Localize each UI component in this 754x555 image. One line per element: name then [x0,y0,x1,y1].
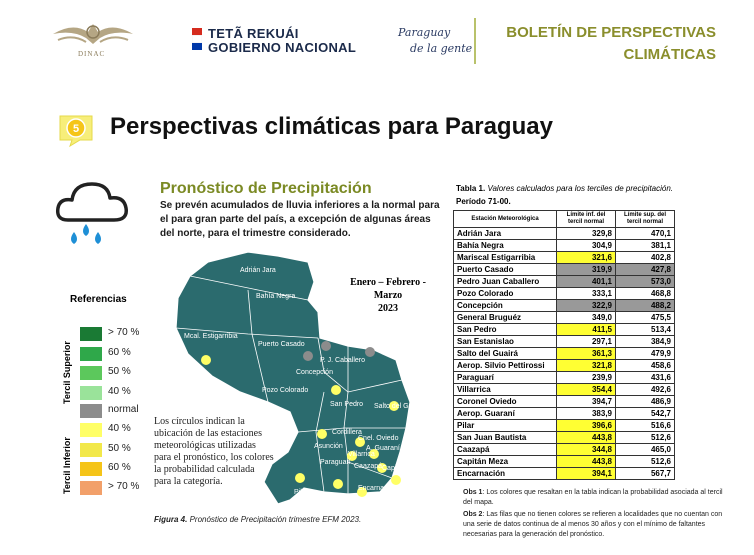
lower-limit: 411,5 [557,324,616,336]
tetã-rekuai-label: TETÃ REKUÁI [208,26,299,41]
table-row [454,228,675,240]
tercile-table [453,210,675,480]
legend-label: 60 % [108,462,131,473]
table-row [454,348,675,360]
lower-limit: 394,1 [557,468,616,480]
upper-limit: 479,9 [616,348,675,360]
upper-limit: 431,6 [616,372,675,384]
table-row [454,456,675,468]
lower-limit: 333,1 [557,288,616,300]
lower-limit: 396,6 [557,420,616,432]
lower-limit: 319,9 [557,264,616,276]
table-row [454,324,675,336]
lower-limit: 297,1 [557,336,616,348]
map-label-coronel-oviedo: Cnel. Oviedo [358,435,399,442]
map-label-puerto-casado: Puerto Casado [258,341,305,348]
rain-cloud-icon [52,176,132,250]
paraguay-logo-line1: Paraguay [398,26,451,39]
upper-limit: 492,6 [616,384,675,396]
map-label-concepcion: Concepción [296,369,333,376]
lower-limit: 322,9 [557,300,616,312]
table-row [454,264,675,276]
map-label-salto: Salto del Guairá [374,403,425,410]
header-divider [474,18,476,64]
lower-limit: 321,8 [557,360,616,372]
table-row [454,408,675,420]
upper-limit: 384,9 [616,336,675,348]
bulletin-title-line2: CLIMÁTICAS [623,46,716,63]
station-name: Bahía Negra [454,240,557,252]
table-row [454,288,675,300]
legend-label: > 70 % [108,327,140,338]
upper-limit: 542,7 [616,408,675,420]
figure-caption [154,515,361,524]
map-label-adrian-jara: Adrián Jara [240,267,276,274]
period-months: Enero – Febrero - Marzo [350,277,426,301]
station-name: San Juan Bautista [454,432,557,444]
note-2-label: Obs 2 [463,511,483,518]
legend-swatch [80,386,102,400]
station-name: Pedro Juan Caballero [454,276,557,288]
upper-limit: 488,2 [616,300,675,312]
section-title: Perspectivas climáticas para Paraguay [110,113,553,140]
map-label-paraguari: Paraguarí [320,459,351,466]
lower-limit: 239,9 [557,372,616,384]
table-row [454,384,675,396]
station-name: Paraguarí [454,372,557,384]
section-number-badge [56,112,96,148]
table-row [454,420,675,432]
legend-swatch [80,404,102,418]
upper-limit: 512,6 [616,432,675,444]
table-row [454,396,675,408]
dinac-label: DINAC [78,50,106,58]
upper-limit: 465,0 [616,444,675,456]
legend-label: 40 % [108,386,131,397]
map-label-asuncion: Asunción [314,443,343,450]
upper-limit: 381,1 [616,240,675,252]
table-caption-text: Valores calculados para los terciles de precipitación. [487,184,674,193]
table-row [454,312,675,324]
lower-limit: 383,9 [557,408,616,420]
map-label-a-guarani: A. Guaraní [366,445,400,452]
legend-label: > 70 % [108,481,140,492]
table-period: Período 71-00. [456,197,511,206]
lower-tercile-label: Tercil Inferior [62,437,72,494]
forecast-subtitle: Pronóstico de Precipitación [160,180,372,197]
legend-swatch [80,462,102,476]
station-name: Capitán Meza [454,456,557,468]
lower-limit: 443,8 [557,456,616,468]
station-name: Coronel Oviedo [454,396,557,408]
table-row [454,444,675,456]
legend-label: 40 % [108,423,131,434]
station-name: Pozo Colorado [454,288,557,300]
upper-limit: 468,8 [616,288,675,300]
station-name: Puerto Casado [454,264,557,276]
station-name: Villarrica [454,384,557,396]
map-label-cordillera: Cordillera [332,429,362,436]
forecast-period [338,276,438,315]
forecast-intro: Se prevén acumulados de lluvia inferiores a la normal para el para gran parte del país, a excepción de algunas áreas del norte, para el trimestre considerado. [160,200,440,239]
map-label-sjbautista: S.J.Bautista [314,495,352,502]
map-label-villarrica: Villarrica [348,451,375,458]
legend-swatch [80,443,102,457]
table-header-high: Límite sup. del tercil normal [616,211,675,228]
station-name: Caazapá [454,444,557,456]
table-row [454,360,675,372]
table-row [454,276,675,288]
table-caption [456,182,726,208]
map-label-san-pedro: San Pedro [330,401,364,408]
lower-limit: 443,8 [557,432,616,444]
paraguay-logo-line2: de la gente [410,42,473,55]
upper-limit: 458,6 [616,360,675,372]
station-name: Aerop. Guaraní [454,408,557,420]
gobierno-nacional-label: GOBIERNO NACIONAL [208,40,357,55]
map-label-pilar: Pilar [294,489,309,496]
upper-limit: 567,7 [616,468,675,480]
map-label-bahia-negra: Bahía Negra [256,293,296,300]
map-note: Los círculos indican la ubicación de las estaciones meteorológicas utilizadas para el pronóstico, los colores la probabilidad calculada para la categoría. [154,416,274,487]
legend-label: 50 % [108,443,131,454]
table-row [454,372,675,384]
legend-swatch [80,347,102,361]
map-label-encarnacion: Encarnación [358,485,397,492]
legend-label: 60 % [108,347,131,358]
map-label-mcal: Mcal. Estigarribia [184,333,238,340]
station-name: Pilar [454,420,557,432]
lower-limit: 401,1 [557,276,616,288]
station-name: Aerop. Silvio Pettirossi [454,360,557,372]
station-name: Salto del Guairá [454,348,557,360]
upper-limit: 512,6 [616,456,675,468]
table-row [454,240,675,252]
lower-limit: 344,8 [557,444,616,456]
station-name: Encarnación [454,468,557,480]
station-name: San Pedro [454,324,557,336]
lower-limit: 394,7 [557,396,616,408]
map-label-capitan-meza: Capitán Meza [382,465,426,472]
note-2 [463,510,725,540]
figure-caption-label: Figura 4. [154,515,188,524]
bulletin-title-line1: BOLETÍN DE PERSPECTIVAS [506,24,716,41]
lower-limit: 329,8 [557,228,616,240]
table-row [454,300,675,312]
note-1-label: Obs 1 [463,489,483,496]
station-name: Mariscal Estigarribia [454,252,557,264]
upper-limit: 516,6 [616,420,675,432]
note-2-text: : Las filas que no tienen colores se refieren a localidades que no cuentan con una serie de datos continua de al menos 30 años y con el mínimo de faltantes necesarias para la generación del pronóstico. [463,511,723,538]
legend-swatch [80,481,102,495]
flag-icon [192,28,202,50]
upper-limit: 475,5 [616,312,675,324]
station-name: General Bruguéz [454,312,557,324]
table-notes [463,488,725,542]
table-caption-label: Tabla 1. [456,184,486,193]
map-label-pj-caballero: P. J. Caballero [320,357,366,364]
map-label-caazapa: Caazapá [354,463,383,470]
legend-swatch [80,366,102,380]
lower-limit: 354,4 [557,384,616,396]
upper-limit: 470,1 [616,228,675,240]
lower-limit: 349,0 [557,312,616,324]
table-row [454,252,675,264]
figure-caption-text: Pronóstico de Precipitación trimestre EFM 2023. [189,515,362,524]
legend-swatch [80,327,102,341]
lower-limit: 304,9 [557,240,616,252]
legend-label: normal [108,404,139,415]
map-label-pozo-colorado: Pozo Colorado [262,387,309,394]
section-number: 5 [72,123,80,135]
table-header-station: Estación Meteorológica [454,211,557,228]
upper-limit: 486,9 [616,396,675,408]
lower-limit: 361,3 [557,348,616,360]
lower-limit: 321,6 [557,252,616,264]
legend-swatch [80,423,102,437]
station-name: San Estanislao [454,336,557,348]
station-name: Concepción [454,300,557,312]
upper-tercile-label: Tercil Superior [62,341,72,404]
legend-title: Referencias [70,294,127,305]
period-year: 2023 [378,303,398,314]
station-name: Adrián Jara [454,228,557,240]
upper-limit: 513,4 [616,324,675,336]
table-row [454,432,675,444]
note-1 [463,488,725,508]
legend-label: 50 % [108,366,131,377]
upper-limit: 427,8 [616,264,675,276]
upper-limit: 402,8 [616,252,675,264]
upper-limit: 573,0 [616,276,675,288]
table-row [454,336,675,348]
table-header-low: Límite inf. del tercil normal [557,211,616,228]
note-1-text: : Los colores que resaltan en la tabla indican la probabilidad asociada al tercil del mapa. [463,489,723,506]
table-row [454,468,675,480]
